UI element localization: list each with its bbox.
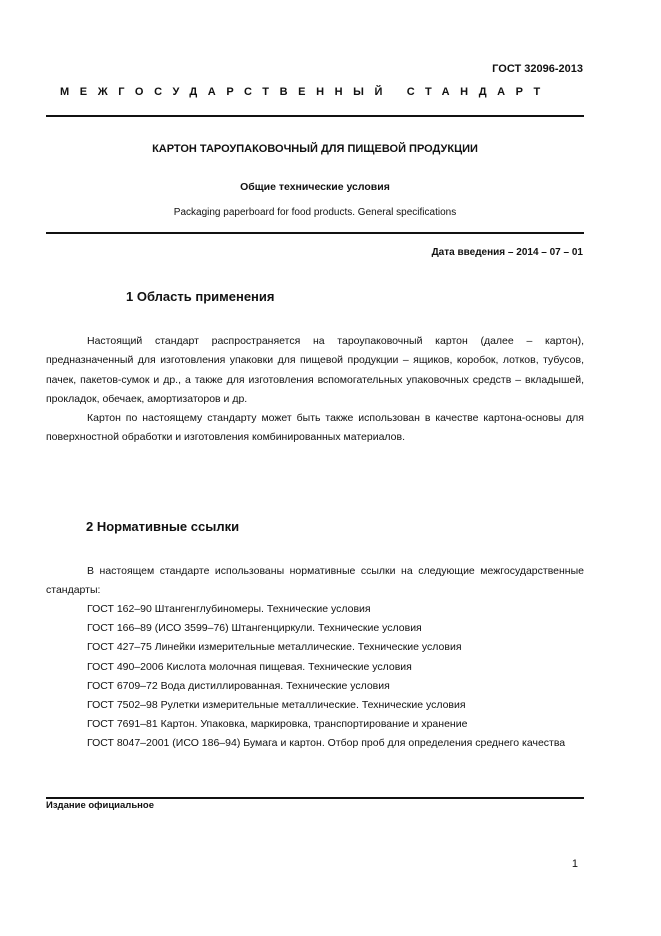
section-2-heading: 2 Нормативные ссылки bbox=[86, 519, 240, 534]
section-2-intro: В настоящем стандарте использованы нормативные ссылки на следующие межгосударственные стандарты: bbox=[46, 565, 584, 597]
header-divider bbox=[46, 115, 584, 117]
section-1-paragraph-1: Настоящий стандарт распространяется на тароупаковочный картон (далее – картон), предназначенный для изготовления упаковки для пищевой продукции – ящиков, коробок, лотков, тубусов, пачек, пакетов-сумок и др., а также для изготовления вспомогательных упаковочных средств – вкладышей, прокладок, обечаек, амортизаторов и др. bbox=[46, 335, 584, 405]
document-title: КАРТОН ТАРОУПАКОВОЧНЫЙ ДЛЯ ПИЩЕВОЙ ПРОДУКЦИИ bbox=[152, 143, 478, 155]
document-number: ГОСТ 32096-2013 bbox=[492, 63, 583, 75]
document-subtitle: Общие технические условия bbox=[240, 181, 390, 193]
introduction-date: Дата введения – 2014 – 07 – 01 bbox=[431, 247, 583, 258]
reference-item: ГОСТ 166–89 (ИСО 3599–76) Штангенциркули. Технические условия bbox=[87, 622, 422, 635]
section-1-paragraph-2: Картон по настоящему стандарту может быть также использован в качестве картона-основы для поверхностной обработки и изготовления комбинированных материалов. bbox=[46, 412, 584, 444]
reference-item: ГОСТ 7691–81 Картон. Упаковка, маркировка, транспортирование и хранение bbox=[87, 718, 468, 731]
reference-item: ГОСТ 8047–2001 (ИСО 186–94) Бумага и картон. Отбор проб для определения среднего качества bbox=[87, 737, 566, 750]
footer-divider bbox=[46, 797, 584, 799]
reference-item: ГОСТ 162–90 Штангенглубиномеры. Технические условия bbox=[87, 603, 371, 615]
page-number: 1 bbox=[571, 858, 578, 870]
edition-label: Издание официальное bbox=[46, 800, 154, 811]
reference-item: ГОСТ 490–2006 Кислота молочная пищевая. Технические условия bbox=[87, 660, 412, 673]
section-1-heading: 1 Область применения bbox=[126, 289, 275, 304]
reference-item: ГОСТ 6709–72 Вода дистиллированная. Технические условия bbox=[87, 679, 390, 692]
english-title: Packaging paperboard for food products. General specifications bbox=[173, 207, 457, 218]
title-divider bbox=[46, 232, 584, 234]
reference-item: ГОСТ 7502–98 Рулетки измерительные металлические. Технические условия bbox=[87, 699, 466, 712]
reference-item: ГОСТ 427–75 Линейки измерительные металлические. Технические условия bbox=[87, 641, 462, 654]
references-list bbox=[46, 600, 584, 754]
standard-kind: МЕЖГОСУДАРСТВЕННЫЙ СТАНДАРТ bbox=[60, 86, 551, 98]
